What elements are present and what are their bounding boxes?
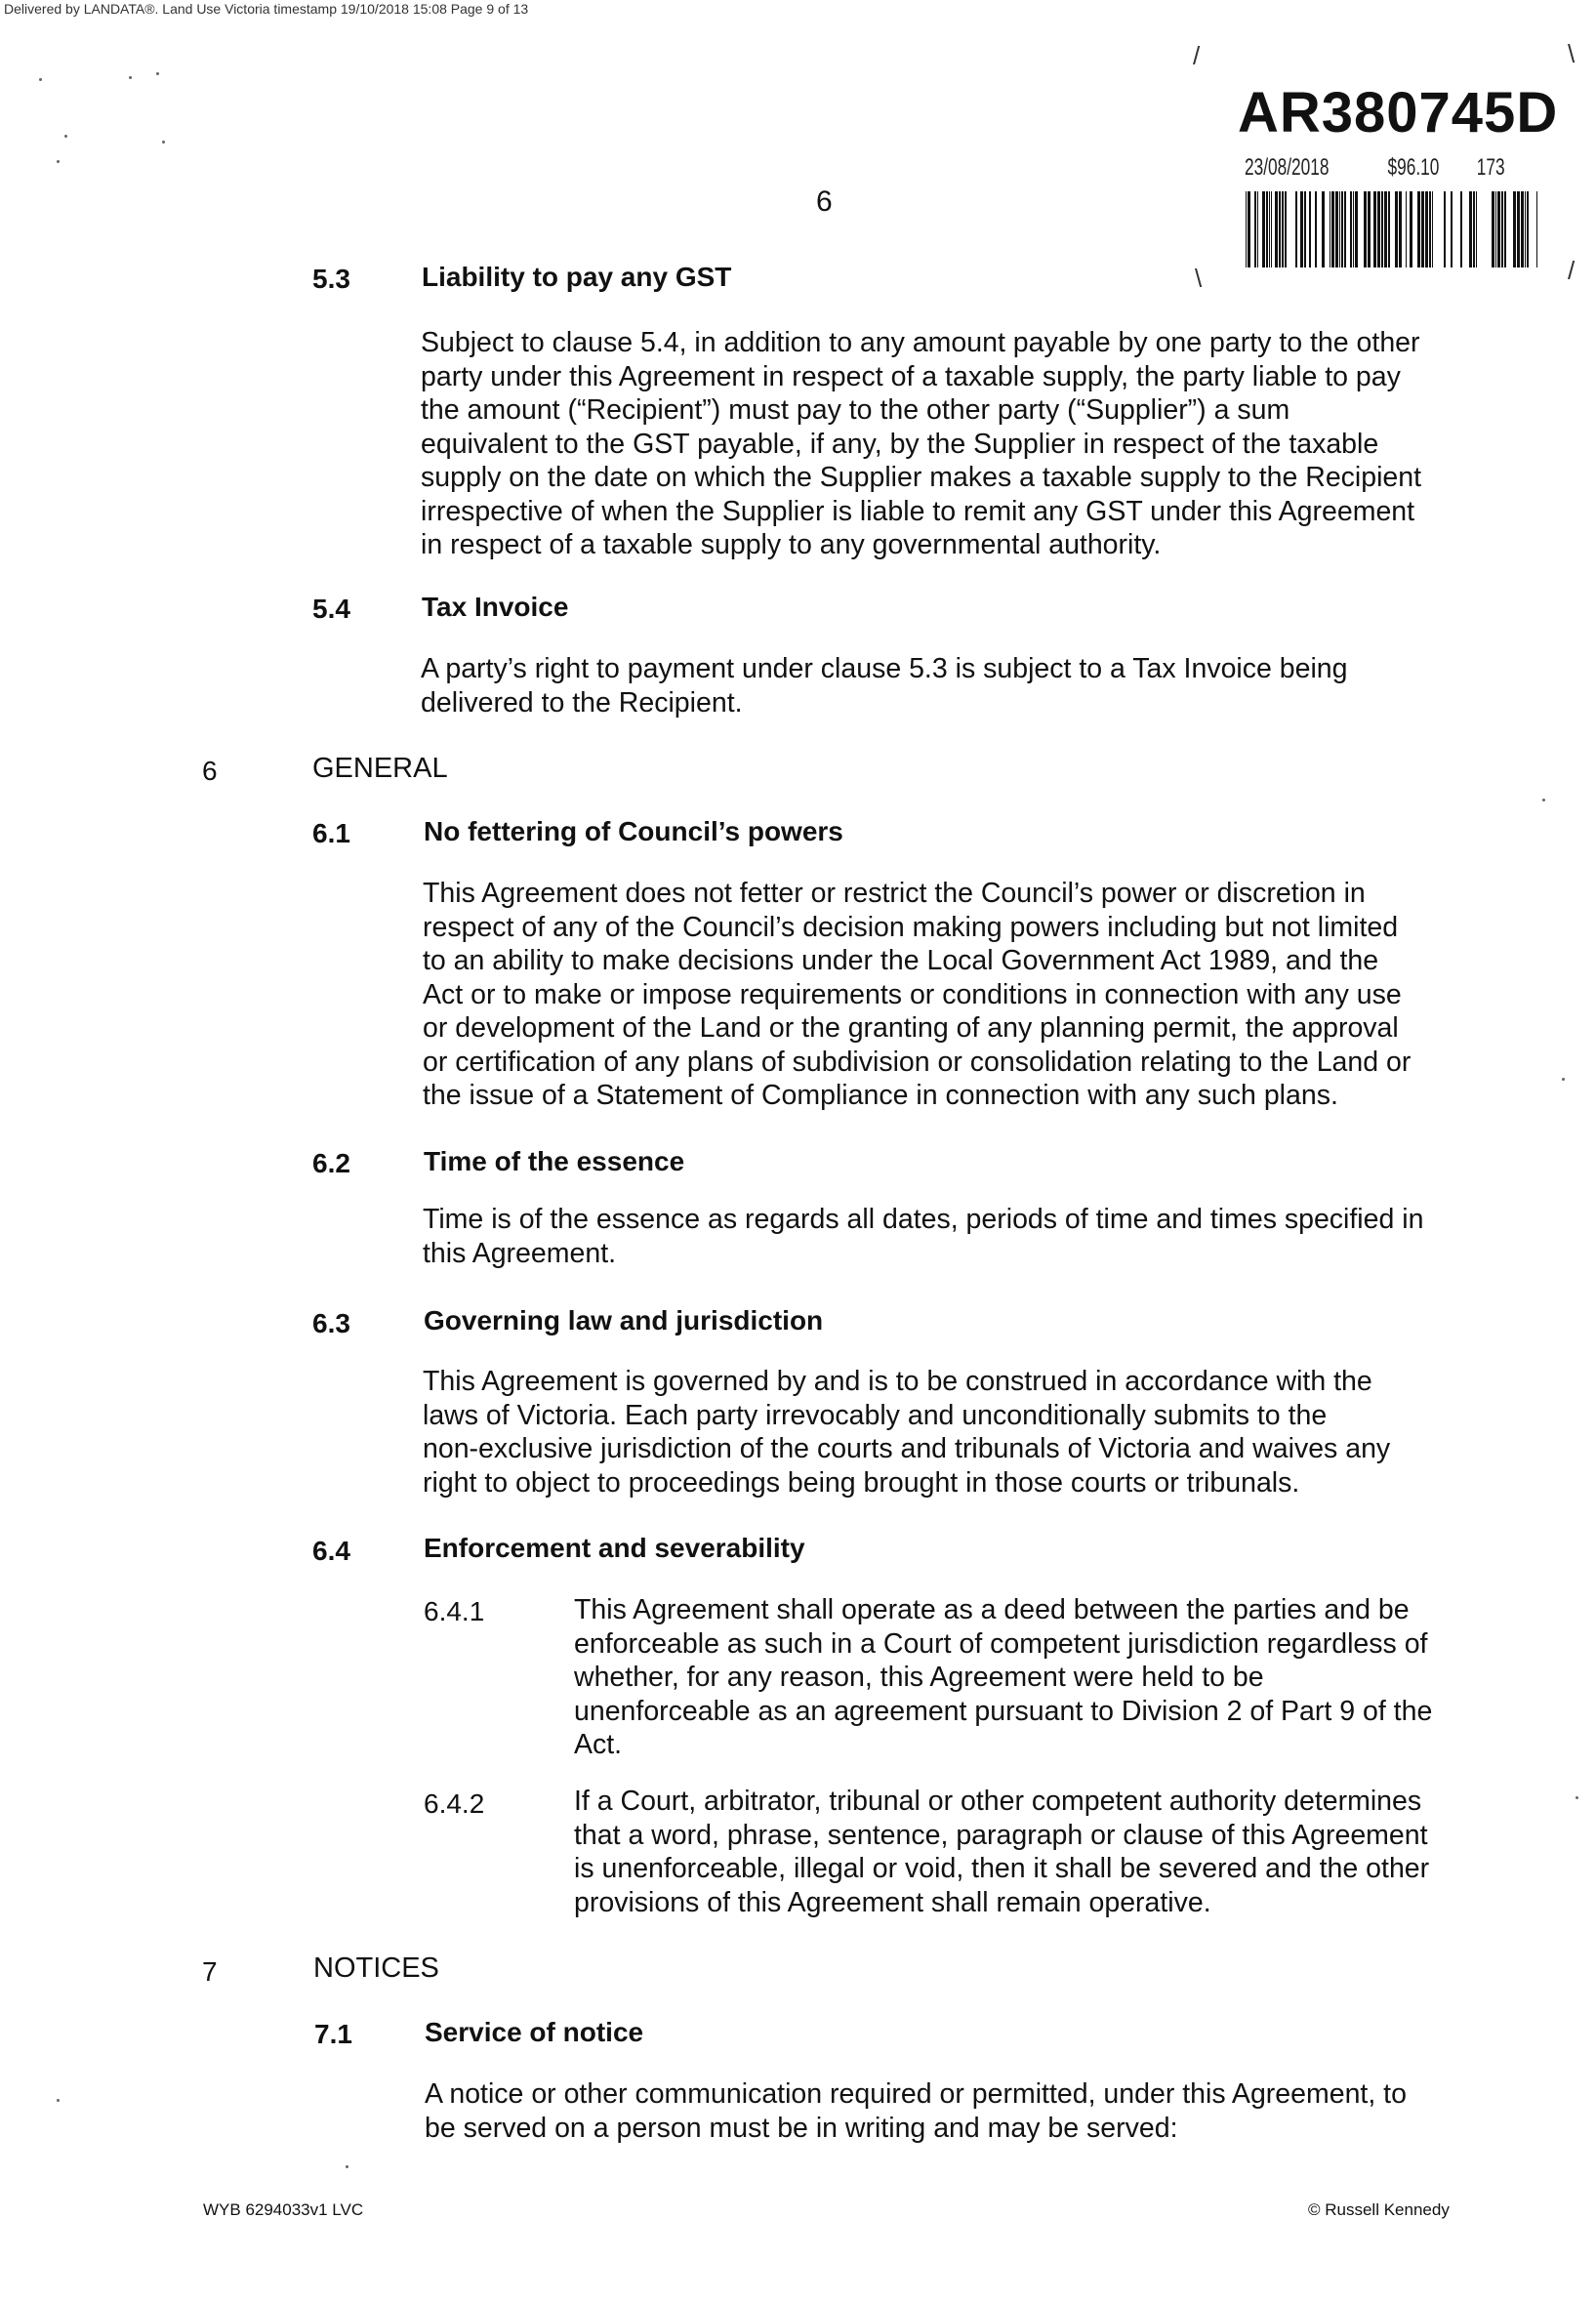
text-line: delivered to the Recipient. — [421, 686, 743, 719]
text-line: is unenforceable, illegal or void, then it shall be severed and the other — [574, 1853, 1430, 1884]
scan-speck — [57, 2099, 60, 2102]
registration-number: AR380745D — [1238, 81, 1559, 144]
scan-speck — [1562, 1078, 1565, 1081]
clause-number: 6.4 — [312, 1536, 350, 1566]
text-line: equivalent to the GST payable, if any, by the Supplier in respect of the taxable — [421, 428, 1379, 460]
copyright-notice: © Russell Kennedy — [1308, 2200, 1450, 2219]
text-line: If a Court, arbitrator, tribunal or other competent authority determines — [574, 1786, 1422, 1817]
scan-speck — [1576, 1796, 1578, 1799]
clause-body — [423, 877, 1455, 1113]
text-line: laws of Victoria. Each party irrevocably and unconditionally submits to the — [423, 1399, 1328, 1431]
text-line: be served on a person must be in writing and may be served: — [425, 2112, 1178, 2144]
text-line: this Agreement. — [423, 1237, 617, 1269]
text-line: Subject to clause 5.4, in addition to any amount payable by one party to the other — [421, 327, 1420, 358]
text-line: This Agreement is governed by and is to be construed in accordance with the — [423, 1366, 1372, 1397]
subclause-number: 6.4.2 — [424, 1788, 485, 1819]
text-line: to an ability to make decisions under the Local Government Act 1989, and the — [423, 945, 1379, 976]
clause-heading: Service of notice — [425, 2017, 644, 2047]
text-line: enforceable as such in a Court of competent jurisdiction regardless of — [574, 1627, 1428, 1660]
text-line: or certification of any plans of subdivision or consolidation relating to the Land or — [423, 1046, 1412, 1078]
subclause-number: 6.4.1 — [424, 1596, 485, 1626]
scan-mark: \ — [1568, 39, 1576, 68]
document-reference: WYB 6294033v1 LVC — [203, 2200, 364, 2219]
text-line: party under this Agreement in respect of a taxable supply, the party liable to pay — [421, 360, 1401, 392]
section-number: 6 — [202, 756, 218, 786]
scan-speck — [156, 72, 159, 75]
clause-number: 7.1 — [314, 2019, 352, 2049]
scan-mark: / — [1568, 256, 1576, 285]
delivery-banner: Delivered by LANDATA®. Land Use Victoria timestamp 19/10/2018 15:08 Page 9 of 13 — [4, 1, 529, 17]
clause-body — [421, 326, 1455, 562]
text-line: Act or to make or impose requirements or conditions in connection with any use — [423, 978, 1402, 1010]
scan-speck — [129, 76, 132, 79]
scan-speck — [346, 2165, 348, 2168]
text-line: right to object to proceedings being brought in those courts or tribunals. — [423, 1466, 1300, 1499]
clause-body — [421, 652, 1455, 719]
clause-heading: Liability to pay any GST — [422, 262, 732, 292]
section-heading: GENERAL — [312, 753, 448, 784]
text-line: in respect of a taxable supply to any governmental authority. — [421, 529, 1162, 560]
scan-speck — [57, 160, 60, 163]
clause-heading: Tax Invoice — [422, 592, 569, 622]
scan-speck — [1542, 799, 1545, 801]
scan-speck — [64, 135, 67, 138]
clause-number: 6.3 — [312, 1308, 350, 1338]
text-line: respect of any of the Council’s decision making powers including but not limited — [423, 911, 1399, 943]
registration-fee: $96.10 — [1387, 154, 1440, 181]
text-line: Time is of the essence as regards all dates, periods of time and times specified in — [423, 1204, 1424, 1235]
text-line: non-exclusive jurisdiction of the courts and tribunals of Victoria and waives any — [423, 1433, 1391, 1464]
clause-body — [425, 2077, 1459, 2145]
text-line: A party’s right to payment under clause 5.3 is subject to a Tax Invoice being — [421, 653, 1348, 684]
text-line: provisions of this Agreement shall remain operative. — [574, 1886, 1211, 1918]
text-line: unenforceable as an agreement pursuant to Division 2 of Part 9 of the — [574, 1695, 1433, 1727]
text-line: the issue of a Statement of Compliance in connection with any such plans. — [423, 1080, 1338, 1111]
section-number: 7 — [202, 1956, 218, 1987]
text-line: This Agreement shall operate as a deed between the parties and be — [574, 1594, 1410, 1625]
scan-mark: / — [1193, 41, 1201, 70]
text-line: the amount (“Recipient”) must pay to the other party (“Supplier”) a sum — [421, 394, 1290, 426]
registration-date: 23/08/2018 — [1245, 154, 1330, 181]
text-line: A notice or other communication required or permitted, under this Agreement, to — [425, 2078, 1407, 2110]
text-line: or development of the Land or the granting of any planning permit, the approval — [423, 1012, 1399, 1044]
clause-heading: Governing law and jurisdiction — [424, 1305, 824, 1335]
clause-heading: No fettering of Council’s powers — [424, 816, 843, 846]
text-line: Act. — [574, 1729, 623, 1760]
clause-body — [423, 1203, 1455, 1270]
clause-number: 6.1 — [312, 818, 350, 848]
scan-speck — [39, 78, 42, 81]
clause-number: 5.4 — [312, 594, 350, 624]
clause-heading: Time of the essence — [424, 1146, 685, 1176]
scan-mark: \ — [1195, 264, 1203, 293]
text-line: This Agreement does not fetter or restrict the Council’s power or discretion in — [423, 878, 1366, 909]
clause-body — [423, 1365, 1455, 1500]
text-line: that a word, phrase, sentence, paragraph or clause of this Agreement — [574, 1819, 1428, 1851]
page-number: 6 — [816, 185, 833, 218]
subclause-body — [574, 1785, 1458, 1919]
clause-heading: Enforcement and severability — [424, 1533, 805, 1563]
clause-number: 5.3 — [312, 264, 350, 294]
text-line: supply on the date on which the Supplier makes a taxable supply to the Recipient — [421, 462, 1422, 493]
clause-number: 6.2 — [312, 1148, 350, 1178]
barcode-image — [1246, 191, 1538, 267]
text-line: irrespective of when the Supplier is liable to remit any GST under this Agreement — [421, 495, 1415, 527]
registration-code: 173 — [1476, 154, 1505, 181]
text-line: whether, for any reason, this Agreement were held to be — [574, 1662, 1264, 1693]
section-heading: NOTICES — [313, 1952, 439, 1984]
subclause-body — [574, 1593, 1458, 1762]
scan-speck — [162, 141, 165, 144]
registration-stamp-row — [1245, 154, 1505, 182]
